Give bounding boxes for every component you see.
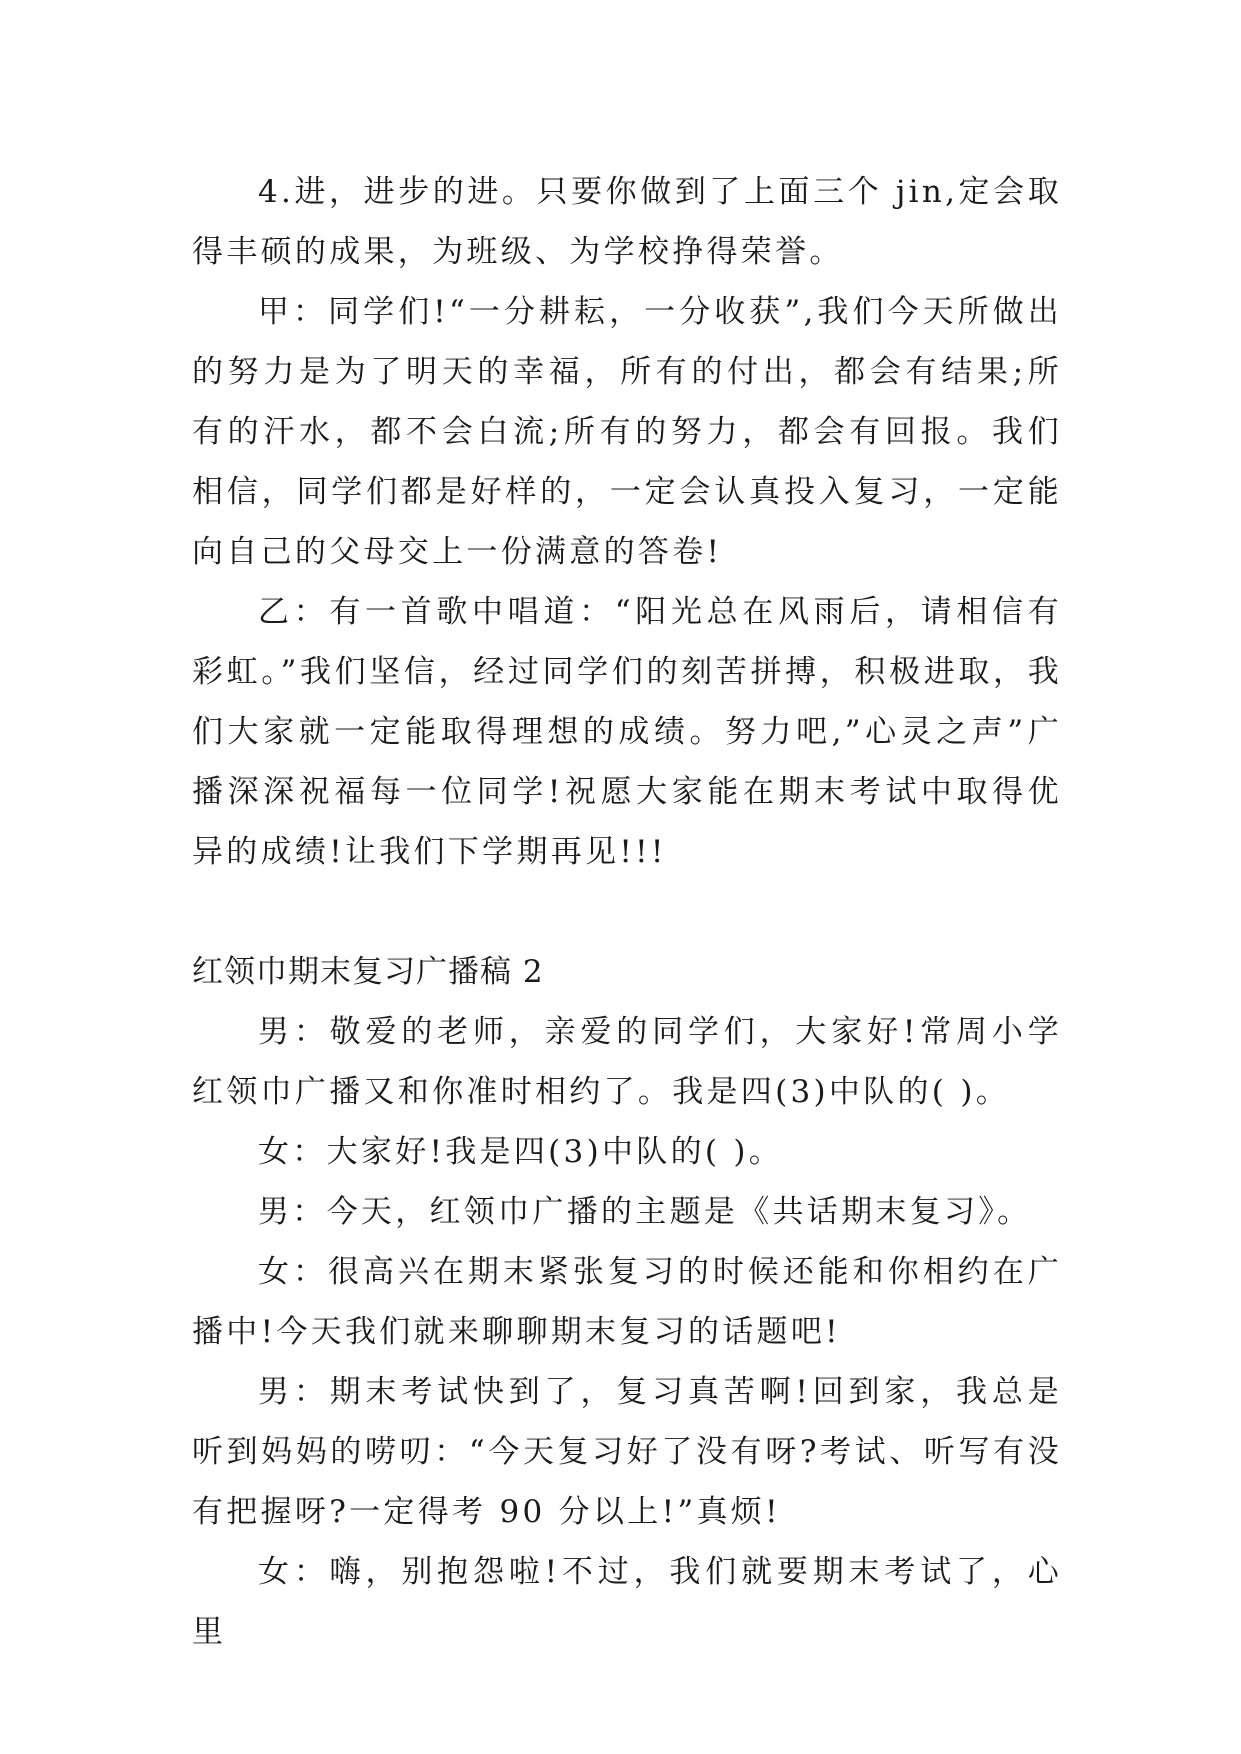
paragraph-male-theme: 男：今天，红领巾广播的主题是《共话期末复习》。 xyxy=(258,1194,1032,1230)
document-page xyxy=(192,162,1062,1662)
paragraph-female-greeting: 女：大家好!我是四(3)中队的( )。 xyxy=(258,1134,784,1170)
section-title: 红领巾期末复习广播稿 2 xyxy=(192,954,544,990)
paragraph-yi: 乙：有一首歌中唱道：“阳光总在风雨后，请相信有彩虹。”我们坚信，经过同学们的刻苦拼搏，积极进取，我们大家就一定能取得理想的成绩。努力吧,”心灵之声”广播深深祝福每一位同学!祝愿大家能在期末考试中取得优异的成绩!让我们下学期再见!!! xyxy=(192,594,1062,870)
paragraph-male-complaint: 男：期末考试快到了，复习真苦啊!回到家，我总是听到妈妈的唠叨：“今天复习好了没有呀?考试、听写有没有把握呀?一定得考 90 分以上!”真烦! xyxy=(192,1374,1062,1530)
paragraph-male-greeting: 男：敬爱的老师，亲爱的同学们，大家好!常周小学红领巾广播又和你准时相约了。我是四(3)中队的( )。 xyxy=(192,1014,1062,1110)
section-spacer xyxy=(192,882,1062,942)
paragraph-female-reply: 女：嗨，别抱怨啦!不过，我们就要期末考试了，心里 xyxy=(192,1554,1062,1650)
paragraph-female-topic: 女：很高兴在期末紧张复习的时候还能和你相约在广播中!今天我们就来聊聊期末复习的话题吧! xyxy=(192,1254,1062,1350)
paragraph-jia: 甲：同学们!“一分耕耘，一分收获”,我们今天所做出的努力是为了明天的幸福，所有的付出，都会有结果;所有的汗水，都不会白流;所有的努力，都会有回报。我们相信，同学们都是好样的，一定会认真投入复习，一定能向自己的父母交上一份满意的答卷! xyxy=(192,294,1062,570)
paragraph-jin-progress: 4.进，进步的进。只要你做到了上面三个 jin,定会取得丰硕的成果，为班级、为学校挣得荣誉。 xyxy=(192,174,1062,270)
